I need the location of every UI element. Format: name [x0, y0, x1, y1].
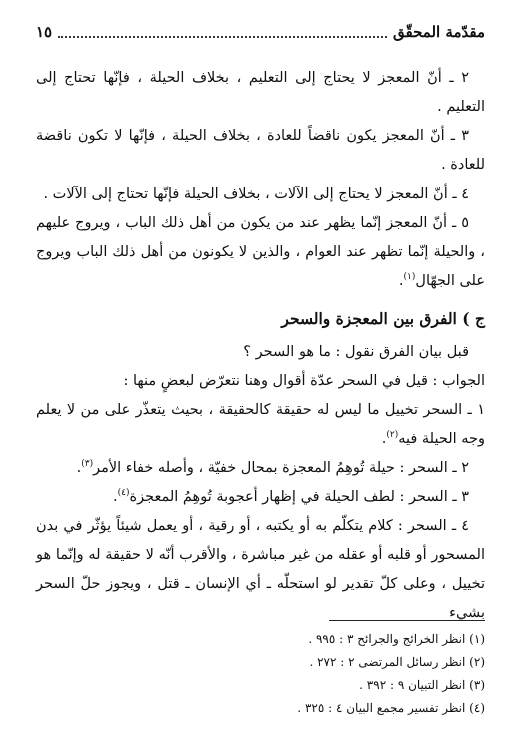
paragraph-point-2: ٢ ـ أنّ المعجز لا يحتاج إلى التعليم ، بخلاف الحيلة ، فإنّها تحتاج إلى التعليم . — [36, 70, 485, 115]
paragraph-question: قبل بيان الفرق نقول : ما هو السحر ؟ — [243, 344, 469, 360]
body-text — [36, 64, 485, 628]
paragraph-point-3: ٣ ـ أنّ المعجز يكون ناقضاً للعادة ، بخلاف الحيلة ، فإنّها لا تكون ناقضة للعادة . — [36, 128, 485, 173]
paragraph-point-5: ٥ ـ أنّ المعجز إنّما يظهر عند من يكون من أهل ذلك الباب ، ويروج عليهم ، والحيلة إنّما تظهر عند العوام ، والذين لا يكونون من أهل ذلك الباب ويروج على الجهّال$^{(١)}$. — [36, 215, 485, 289]
footnote-1: (١) انظر الخرائج والجرائح ٣ : ٩٩٥ . — [308, 632, 485, 646]
paragraph-definition-2: ٢ ـ السحر : حيلة تُوهِمُ المعجزة بمحال خفيّة ، وأصله خفاء الأمر$^{(٣)}$. — [76, 459, 469, 476]
footnotes — [36, 628, 485, 720]
running-header — [36, 18, 485, 46]
paragraph-definition-3: ٣ ـ السحر : لطف الحيلة في إظهار أعجوبة تُوهِمُ المعجزة$^{(٤)}$. — [113, 488, 469, 505]
paragraph-answer: الجواب : قيل في السحر عدّة أقوال وهنا نتعرّض لبعضٍ منها : — [123, 373, 485, 389]
section-heading: ج ) الفرق بين المعجزة والسحر — [281, 309, 485, 328]
footnote-3: (٣) انظر التبيان ٩ : ٣٩٢ . — [359, 678, 485, 692]
footnote-ref-3[interactable]: (٣) — [81, 459, 94, 470]
paragraph-definition-4: ٤ ـ السحر : كلام يتكلّم به أو يكتبه ، أو رقية ، أو يعمل شيئاً يؤثّر في بدن المسحور أو قلبه أو عقله من غير مباشرة ، والأقرب أنّه لا حقيقة له وإنّما هو تخييل ، وعلى كلّ تقدير لو استحلّه ـ أي الإنسان ـ قتل ، ويجوز حلّ السحر بشيء — [36, 518, 485, 621]
footnote-2: (٢) انظر رسائل المرتضى ٢ : ٢٧٢ . — [309, 655, 485, 669]
footnote-ref-4[interactable]: (٤) — [117, 488, 130, 499]
footnote-ref-2[interactable]: (٢) — [386, 430, 399, 441]
footnote-separator — [329, 620, 485, 621]
paragraph-definition-1: ١ ـ السحر تخييل ما ليس له حقيقة كالحقيقة ، بحيث يتعذّر على من لا يعلم وجه الحيلة فيه$^{(٢)}$. — [36, 402, 485, 447]
footnote-4: (٤) انظر تفسير مجمع البيان ٤ : ٣٢٥ . — [297, 701, 485, 715]
paragraph-point-4: ٤ ـ أنّ المعجز لا يحتاج إلى الآلات ، بخلاف الحيلة فإنّها تحتاج إلى الآلات . — [43, 186, 469, 202]
chapter-title: مقدّمة المحقّق — [393, 23, 485, 41]
header-dot-leader — [58, 36, 387, 38]
page-number: ١٥ — [36, 23, 53, 41]
footnote-ref-1[interactable]: (١) — [403, 272, 416, 283]
